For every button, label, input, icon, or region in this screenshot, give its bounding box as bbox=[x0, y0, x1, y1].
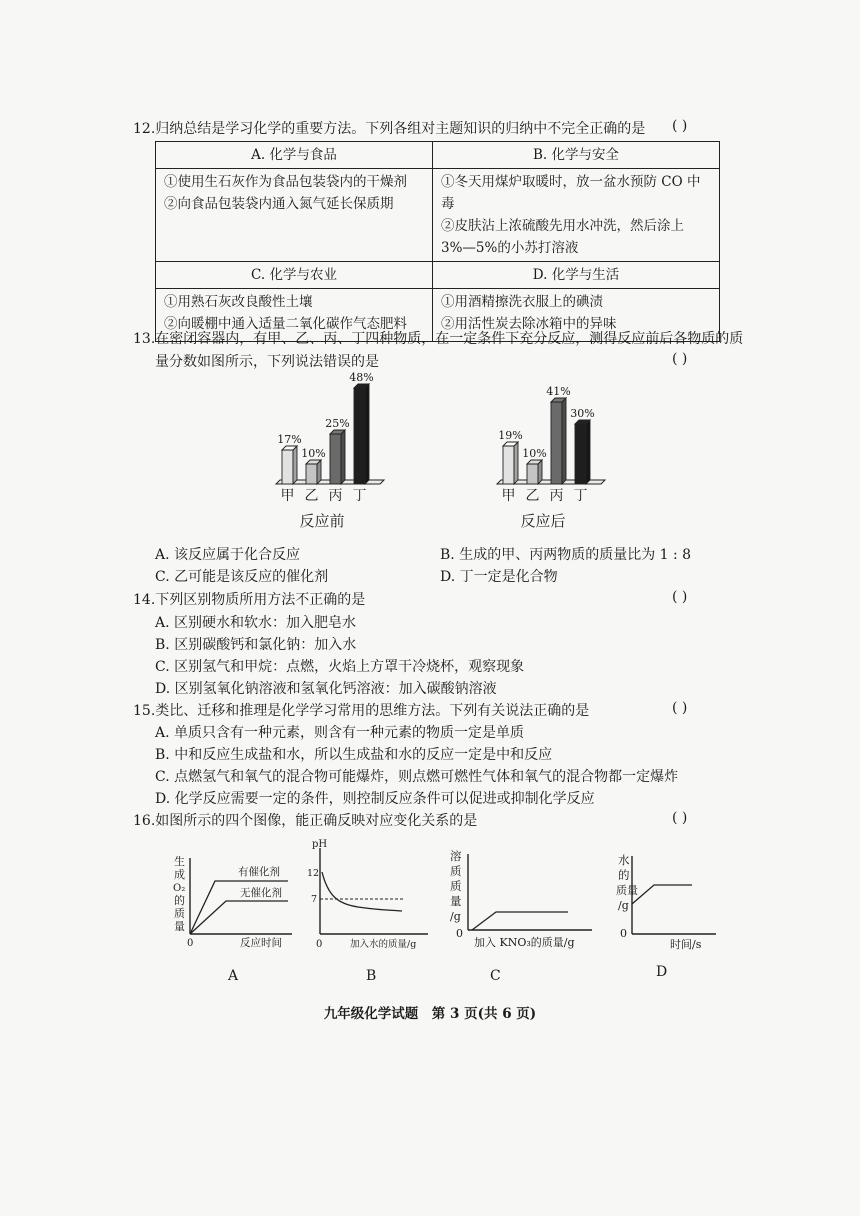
q12-c-line2: ②向暖棚中通入适量二氧化碳作气态肥料 bbox=[164, 316, 407, 332]
bar-value-label: 10% bbox=[301, 447, 326, 460]
graph-a-ylabel-5: 质 bbox=[174, 907, 185, 920]
bar-value-label: 48% bbox=[349, 372, 374, 384]
graph-d-ylabel-3: 质量 bbox=[616, 884, 638, 897]
graph-a-curve2-label: 无催化剂 bbox=[240, 887, 282, 899]
q12-b-line2: ②皮肤沾上浓硫酸先用水冲洗，然后涂上 bbox=[441, 218, 684, 234]
graph-b-xlabel: 加入水的质量/g bbox=[350, 939, 417, 950]
q12-head-d: D. 化学与生活 bbox=[433, 262, 720, 289]
bar-value-label: 30% bbox=[570, 407, 595, 420]
graph-c bbox=[444, 844, 604, 986]
graph-c-caption: C bbox=[490, 968, 501, 984]
bar-乙 bbox=[306, 460, 321, 484]
q12-cell-b bbox=[433, 169, 720, 262]
graph-d bbox=[612, 846, 722, 986]
graph-b-caption: B bbox=[366, 968, 377, 984]
graph-b-tick-7: 7 bbox=[311, 894, 318, 905]
bar-乙 bbox=[527, 460, 542, 484]
graph-b-tick-12: 12 bbox=[307, 868, 320, 879]
q12-cell-a bbox=[156, 169, 433, 262]
q15-option-d: D. 化学反应需要一定的条件，则控制反应条件可以促进或抑制化学反应 bbox=[155, 791, 595, 807]
bar-丁 bbox=[575, 420, 590, 484]
bar-chart-before-plot bbox=[276, 372, 384, 530]
q12-d-line2: ②用活性炭去除冰箱中的异味 bbox=[441, 316, 617, 332]
graph-b-ylabel: pH bbox=[312, 839, 328, 850]
bar-category-label: 甲 bbox=[501, 488, 516, 504]
graph-a-ylabel-1: 生 bbox=[174, 855, 185, 868]
graph-a-ylabel-2: 成 bbox=[174, 868, 185, 881]
graph-c-ylabel-4: 量 bbox=[450, 894, 462, 908]
q12-head-a: A. 化学与食品 bbox=[156, 142, 433, 169]
graph-b-ph-curve bbox=[322, 872, 402, 911]
bar-category-label: 乙 bbox=[525, 488, 540, 504]
q12-b-line3: 3%—5%的小苏打溶液 bbox=[441, 240, 579, 256]
bar-value-label: 19% bbox=[498, 429, 523, 442]
q14-stem: 14.下列区别物质所用方法不正确的是 bbox=[133, 592, 366, 608]
q15-stem: 15.类比、迁移和推理是化学学习常用的思维方法。下列有关说法正确的是 bbox=[133, 703, 590, 719]
q14-answer-paren: ( ) bbox=[672, 589, 688, 605]
q12-stem: 12.归纳总结是学习化学的重要方法。下列各组对主题知识的归纳中不完全正确的是 bbox=[133, 121, 646, 137]
bar-category-label: 乙 bbox=[304, 488, 319, 504]
q15-option-b: B. 中和反应生成盐和水，所以生成盐和水的反应一定是中和反应 bbox=[155, 747, 553, 763]
bar-category-label: 丁 bbox=[573, 488, 588, 504]
graph-d-ylabel-4: /g bbox=[618, 899, 629, 912]
graph-c-ylabel-2: 质 bbox=[450, 864, 462, 878]
q16-stem: 16.如图所示的四个图像，能正确反映对应变化关系的是 bbox=[133, 813, 478, 829]
graph-c-ylabel-3: 质 bbox=[450, 879, 462, 893]
q12-d-line1: ①用酒精擦洗衣服上的碘渍 bbox=[441, 294, 603, 310]
graph-c-ylabel-1: 溶 bbox=[450, 849, 462, 863]
q13-option-a: A. 该反应属于化合反应 bbox=[155, 547, 301, 563]
bar-category-label: 丙 bbox=[328, 488, 343, 504]
q13-stem-line1: 13.在密闭容器内，有甲、乙、丙、丁四种物质，在一定条件下充分反应，测得反应前后各物质的质 bbox=[133, 331, 744, 347]
bar-chart-after-plot bbox=[497, 385, 605, 530]
q14-option-b: B. 区别碳酸钙和氯化钠：加入水 bbox=[155, 637, 357, 653]
q12-a-line2: ②向食品包装袋内通入氮气延长保质期 bbox=[164, 196, 394, 212]
q13-option-c: C. 乙可能是该反应的催化剂 bbox=[155, 569, 329, 585]
bar-value-label: 10% bbox=[522, 447, 547, 460]
q14-option-d: D. 区别氢氧化钠溶液和氢氧化钙溶液：加入碳酸钠溶液 bbox=[155, 681, 497, 697]
graph-a-origin: 0 bbox=[187, 938, 194, 949]
q14-option-a: A. 区别硬水和软水：加入肥皂水 bbox=[155, 615, 357, 631]
bar-category-label: 丙 bbox=[549, 488, 564, 504]
bar-chart-title: 反应后 bbox=[520, 512, 566, 530]
graph-a-curve-no-catalyst bbox=[190, 901, 288, 934]
graph-d-ylabel-2: 的 bbox=[618, 868, 630, 882]
q14-option-c: C. 区别氢气和甲烷：点燃，火焰上方罩干冷烧杯，观察现象 bbox=[155, 659, 525, 675]
graph-a-ylabel-4: 的 bbox=[174, 894, 185, 907]
q12-head-b: B. 化学与安全 bbox=[433, 142, 720, 169]
graph-a-xlabel: 反应时间 bbox=[240, 937, 282, 949]
graph-a bbox=[168, 846, 298, 986]
q12-answer-paren: ( ) bbox=[672, 118, 688, 134]
q15-option-a: A. 单质只含有一种元素，则含有一种元素的物质一定是单质 bbox=[155, 725, 525, 741]
graph-d-ylabel-1: 水 bbox=[618, 853, 630, 867]
graph-d-caption: D bbox=[656, 964, 668, 980]
graph-c-origin: 0 bbox=[456, 927, 463, 940]
graph-d-origin: 0 bbox=[620, 927, 627, 940]
bar-丙 bbox=[551, 398, 566, 484]
graph-c-xlabel: 加入 KNO₃的质量/g bbox=[474, 936, 575, 949]
bar-丁 bbox=[354, 384, 369, 484]
bar-value-label: 17% bbox=[277, 433, 302, 446]
bar-chart-before bbox=[262, 372, 402, 542]
q12-table bbox=[155, 141, 720, 342]
graph-b bbox=[298, 834, 438, 986]
bar-丙 bbox=[330, 430, 345, 484]
q15-option-c: C. 点燃氢气和氧气的混合物可能爆炸，则点燃可燃性气体和氧气的混合物都一定爆炸 bbox=[155, 769, 679, 785]
graph-a-caption: A bbox=[228, 968, 239, 984]
q12-a-line1: ①使用生石灰作为食品包装袋内的干燥剂 bbox=[164, 174, 407, 190]
page-footer: 九年级化学试题 第 3 页(共 6 页) bbox=[323, 1006, 537, 1022]
bar-value-label: 25% bbox=[325, 417, 350, 430]
bar-category-label: 丁 bbox=[352, 488, 367, 504]
graph-b-origin: 0 bbox=[316, 939, 323, 950]
bar-甲 bbox=[282, 446, 297, 484]
q13-stem-line2: 量分数如图所示，下列说法错误的是 bbox=[155, 354, 379, 370]
graph-c-curve bbox=[472, 912, 568, 930]
bar-value-label: 41% bbox=[546, 385, 571, 398]
graph-d-xlabel: 时间/s bbox=[670, 938, 702, 951]
bar-category-label: 甲 bbox=[280, 488, 295, 504]
graph-a-curve1-label: 有催化剂 bbox=[238, 866, 280, 878]
q12-c-line1: ①用熟石灰改良酸性土壤 bbox=[164, 294, 313, 310]
bar-chart-title: 反应前 bbox=[299, 512, 345, 530]
graph-d-curve bbox=[632, 885, 692, 904]
q12-head-c: C. 化学与农业 bbox=[156, 262, 433, 289]
q13-option-d: D. 丁一定是化合物 bbox=[440, 569, 558, 585]
q13-option-b: B. 生成的甲、丙两物质的质量比为 1 : 8 bbox=[440, 547, 692, 563]
q13-answer-paren: ( ) bbox=[672, 351, 688, 367]
q15-answer-paren: ( ) bbox=[672, 700, 688, 716]
bar-甲 bbox=[503, 442, 518, 484]
bar-chart-after bbox=[483, 372, 623, 542]
q12-b-line1: ①冬天用煤炉取暖时，放一盆水预防 CO 中毒 bbox=[441, 174, 701, 212]
graph-c-ylabel-5: /g bbox=[450, 910, 461, 923]
graph-a-ylabel-6: 量 bbox=[174, 920, 185, 933]
graph-a-ylabel-3: O₂ bbox=[173, 883, 186, 894]
q16-answer-paren: ( ) bbox=[672, 810, 688, 826]
